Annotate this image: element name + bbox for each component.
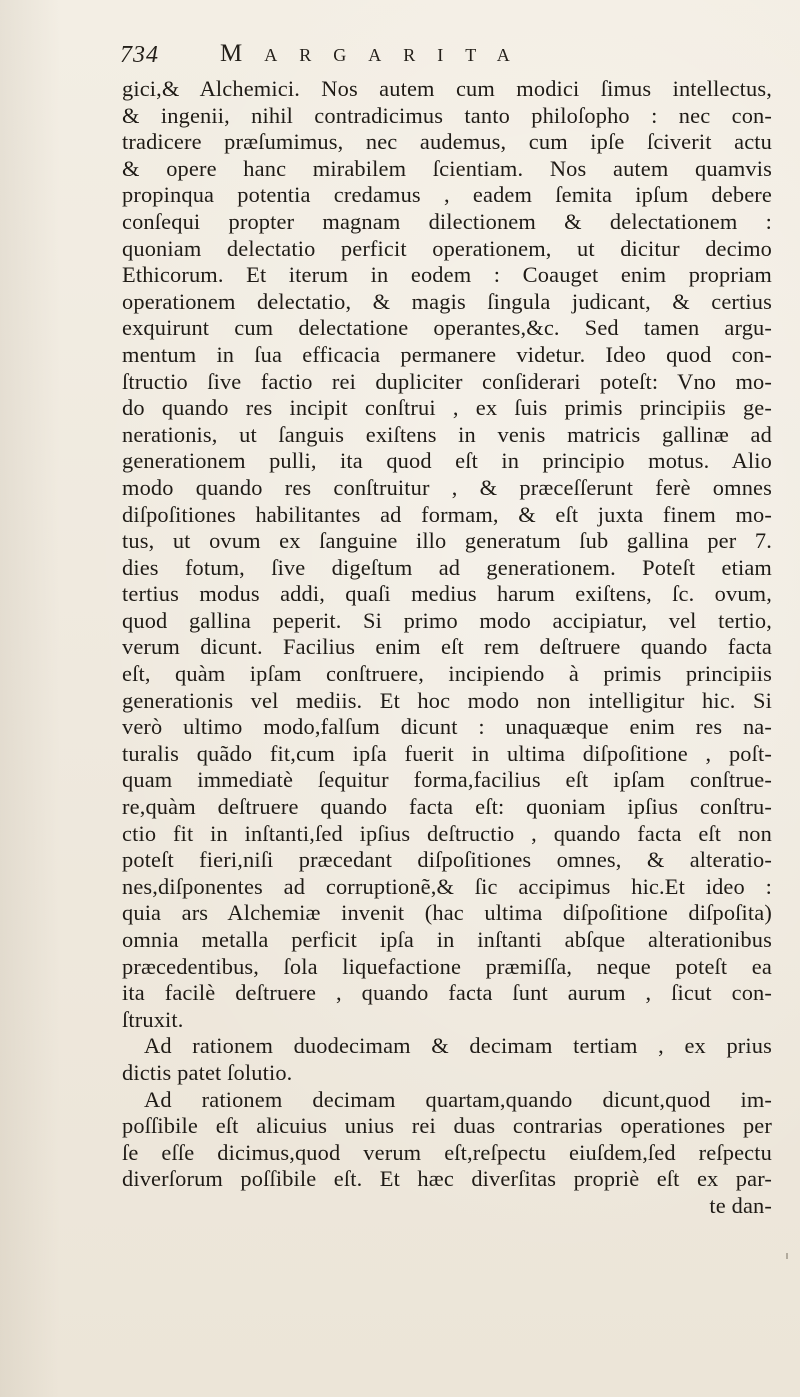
- text-line: exquirunt cum delectatione operantes,&c. Sed tamen argu-: [122, 315, 772, 341]
- text-line: verò ultimo modo,falſum dicunt : unaquæque enim res na-: [122, 714, 772, 740]
- text-line: diverſorum poſſibile eſt. Et hæc diverſitas propriè eſt ex par-: [122, 1166, 772, 1192]
- text-line: quia ars Alchemiæ invenit (hac ultima diſpoſitione diſpoſita): [122, 900, 772, 926]
- text-line: generationis vel mediis. Et hoc modo non intelligitur hic. Si: [122, 687, 772, 713]
- text-line: turalis quãdo fit,cum ipſa fuerit in ultima diſpoſitione , poſt-: [122, 740, 772, 766]
- text-line: tus, ut ovum ex ſanguine illo generatum ſub gallina per 7.: [122, 528, 772, 554]
- text-line: dies fotum, ſive digeſtum ad generationem. Poteſt etiam: [122, 554, 772, 580]
- text-line: præcedentibus, ſola liquefactione præmiſſa, neque poteſt ea: [122, 953, 772, 979]
- text-line: poſſibile eſt alicuius unius rei duas contrarias operationes per: [122, 1113, 772, 1139]
- text-line: dictis patet ſolutio.: [122, 1059, 293, 1085]
- text-line: generationem pulli, ita quod eſt in principio motus. Alio: [122, 448, 772, 474]
- text-line: verum dicunt. Facilius enim eſt rem deſtruere quando facta: [122, 634, 772, 660]
- running-title: Margarita: [220, 40, 532, 67]
- text-line: nes,diſponentes ad corruptionẽ,& ſic accipimus hic.Et ideo :: [122, 873, 772, 899]
- text-line: quam immediatè ſequitur forma,facilius eſt ipſam conſtrue-: [122, 767, 772, 793]
- text-line: quod gallina peperit. Si primo modo accipiatur, vel tertio,: [122, 607, 772, 633]
- text-line: quoniam delectatio perficit operationem, ut dicitur decimo: [122, 235, 772, 261]
- text-line: tradicere præſumimus, nec audemus, cum ipſe ſciverit actu: [122, 129, 772, 155]
- text-line: Ad rationem decimam quartam,quando dicunt,quod im-: [144, 1086, 772, 1112]
- text-line: eſt, quàm ipſam conſtruere, incipiendo à primis principiis: [122, 661, 772, 687]
- text-line: modo quando res conſtruitur , & præceſſerunt ferè omnes: [122, 474, 772, 500]
- text-line: operationem delectatio, & magis ſingula judicant, & certius: [122, 288, 772, 314]
- text-line: ita facilè deſtruere , quando facta ſunt aurum , ſicut con-: [122, 980, 772, 1006]
- text-line: ſtruxit.: [122, 1006, 184, 1032]
- text-line: Ethicorum. Et iterum in eodem : Coauget enim propriam: [122, 262, 772, 288]
- text-line: re,quàm deſtruere quando facta eſt: quoniam ipſius conſtru-: [122, 794, 772, 820]
- text-line: mentum in ſua efficacia permanere videtur. Ideo quod con-: [122, 341, 772, 367]
- text-line: & opere hanc mirabilem ſcientiam. Nos autem quamvis: [122, 155, 772, 181]
- text-line: tertius modus addi, quaſi medius harum exiſtens, ſc. ovum,: [122, 581, 772, 607]
- text-line: diſpoſitiones habilitantes ad formam, & eſt juxta finem mo-: [122, 501, 772, 527]
- text-line: propinqua potentia credamus , eadem ſemita ipſum debere: [122, 182, 772, 208]
- running-head: [120, 40, 760, 70]
- text-line: do quando res incipit conſtrui , ex ſuis primis principiis ge-: [122, 395, 772, 421]
- text-line: omnia metalla perficit ipſa in inſtanti abſque alterationibus: [122, 927, 772, 952]
- page-number: 734: [120, 42, 159, 68]
- gutter-shadow: [0, 0, 60, 1397]
- text-line: te dan-: [709, 1192, 772, 1218]
- text-line: nerationis, ut ſanguis exiſtens in venis matricis gallinæ ad: [122, 421, 772, 447]
- text-line: Ad rationem duodecimam & decimam tertiam , ex prius: [144, 1033, 772, 1059]
- text-line: poteſt fieri,niſi præcedant diſpoſitiones omnes, & alteratio-: [122, 847, 772, 873]
- text-line: conſequi propter magnam dilectionem & delectationem :: [122, 208, 772, 234]
- text-line: ctio fit in inſtanti,ſed ipſius deſtructio , quando facta eſt non: [122, 820, 772, 846]
- margin-mark: [786, 1253, 788, 1259]
- text-line: & ingenii, nihil contradicimus tanto philoſopho : nec con-: [122, 102, 772, 128]
- body-text: [122, 76, 772, 1220]
- text-line: gici,& Alchemici. Nos autem cum modici ſimus intellectus,: [122, 76, 772, 101]
- text-line: ſe eſſe dicimus,quod verum eſt,reſpectu eiuſdem,ſed reſpectu: [122, 1139, 772, 1165]
- text-line: ſtructio ſive factio rei dupliciter conſiderari poteſt: Vno mo-: [122, 368, 772, 394]
